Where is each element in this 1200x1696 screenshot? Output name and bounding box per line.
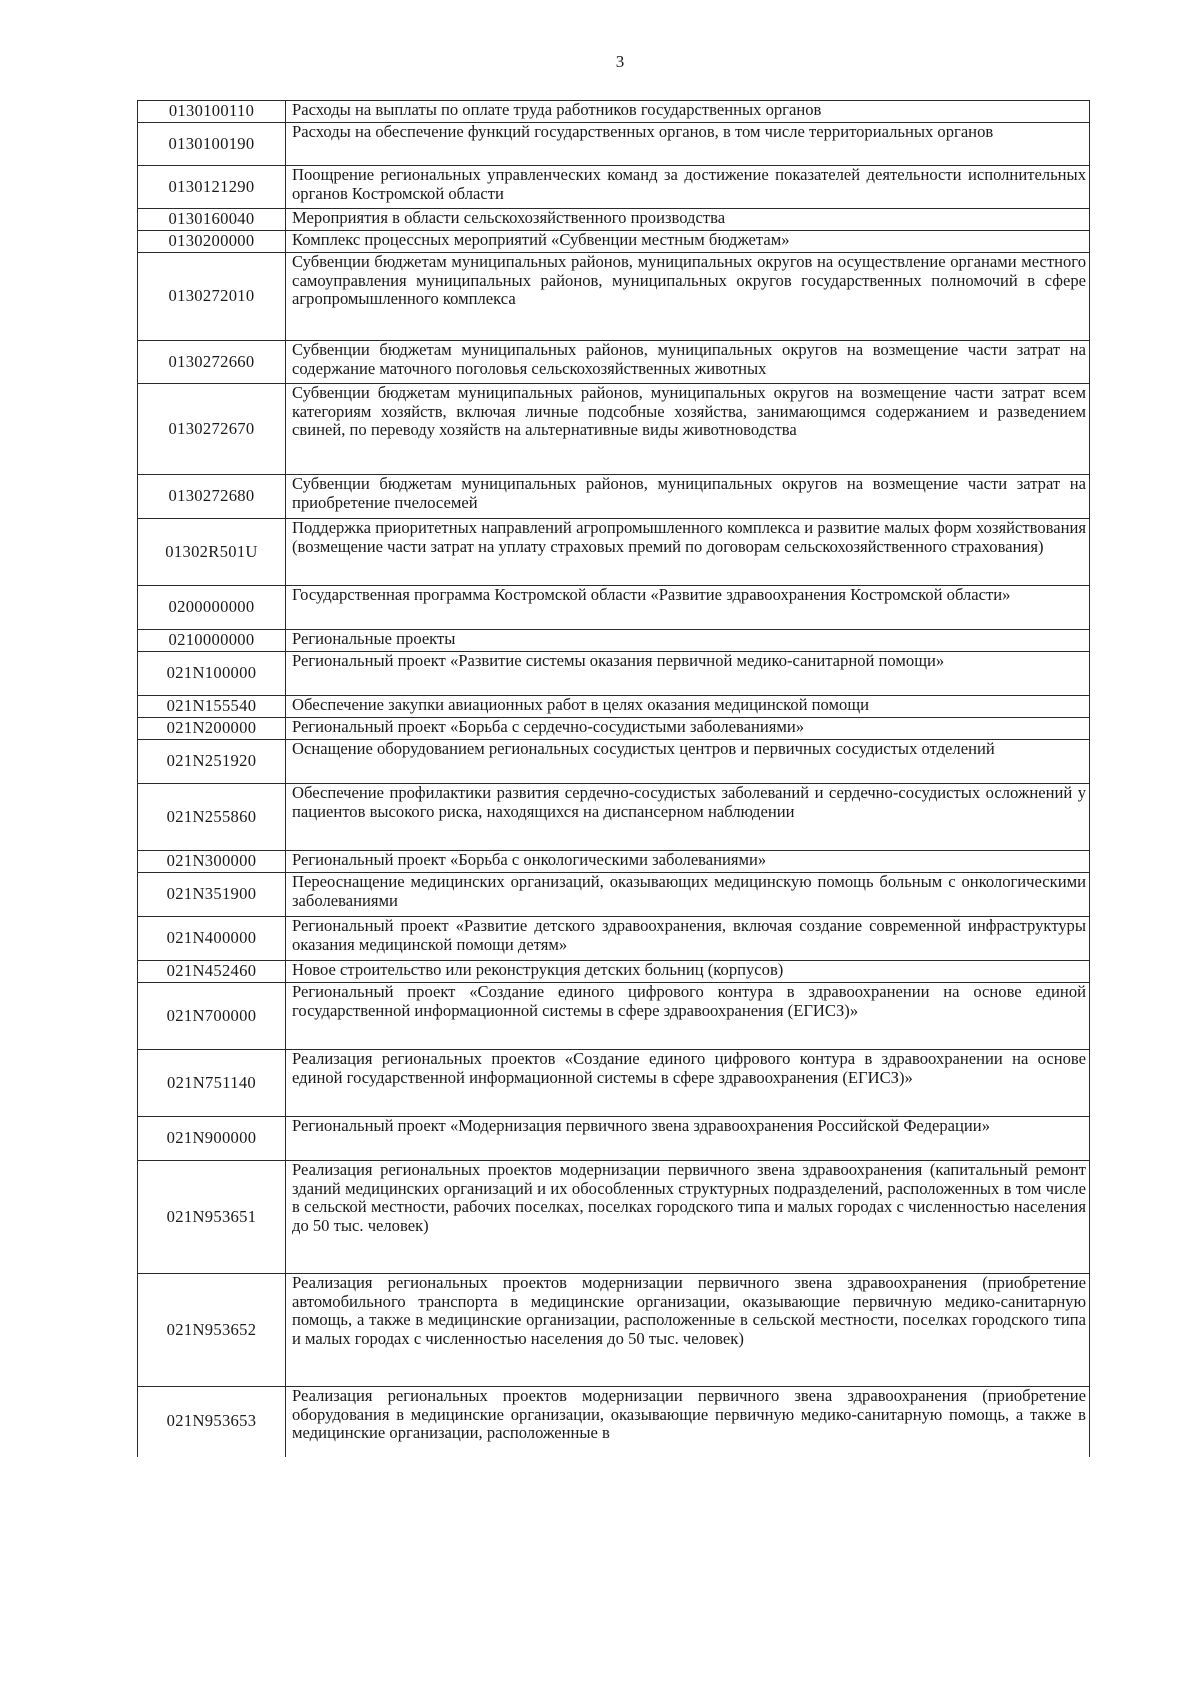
- row-code: 0130272670: [138, 384, 286, 475]
- row-code: 0130272010: [138, 253, 286, 341]
- row-description: Комплекс процессных мероприятий «Субвенции местным бюджетам»: [286, 231, 1090, 253]
- table-row: [138, 652, 1090, 696]
- row-description: Региональный проект «Борьба с онкологическими заболеваниями»: [286, 851, 1090, 873]
- row-description: Реализация региональных проектов «Создание единого цифрового контура в здравоохранении на основе единой государственной информационной системы в сфере здравоохранения (ЕГИСЗ)»: [286, 1050, 1090, 1117]
- table-row: [138, 519, 1090, 586]
- row-code: 021N452460: [138, 961, 286, 983]
- row-code: 0130100190: [138, 123, 286, 166]
- row-description: Расходы на обеспечение функций государственных органов, в том числе территориальных органов: [286, 123, 1090, 166]
- table-row: [138, 873, 1090, 917]
- row-code: 0210000000: [138, 630, 286, 652]
- table-row: [138, 341, 1090, 384]
- row-code: 0200000000: [138, 586, 286, 630]
- table-row: [138, 961, 1090, 983]
- row-code: 021N400000: [138, 917, 286, 961]
- row-description: Новое строительство или реконструкция детских больниц (корпусов): [286, 961, 1090, 983]
- row-code: 0130200000: [138, 231, 286, 253]
- table-row: [138, 917, 1090, 961]
- row-description: Реализация региональных проектов модернизации первичного звена здравоохранения (приобретение автомобильного транспорта в медицинские организации, оказывающие первичную медико-санитарную помощь, а также в медицинские организации, расположенные в сельской местности, поселках городского типа и малых городах с численностью населения до 50 тыс. человек): [286, 1274, 1090, 1387]
- table-row: [138, 123, 1090, 166]
- row-code: 01302R501U: [138, 519, 286, 586]
- row-description: Поддержка приоритетных направлений агропромышленного комплекса и развитие малых форм хозяйствования (возмещение части затрат на уплату страховых премий по договорам сельскохозяйственного страхования): [286, 519, 1090, 586]
- row-description: Обеспечение закупки авиационных работ в целях оказания медицинской помощи: [286, 696, 1090, 718]
- row-description: Реализация региональных проектов модернизации первичного звена здравоохранения (капитальный ремонт зданий медицинских организаций и их обособленных структурных подразделений, расположенных в том числе в сельской местности, рабочих поселках, поселках городского типа и малых городах с численностью населения до 50 тыс. человек): [286, 1161, 1090, 1274]
- page-number: 3: [615, 52, 625, 71]
- row-code: 021N251920: [138, 740, 286, 784]
- row-description: Мероприятия в области сельскохозяйственного производства: [286, 209, 1090, 231]
- row-code: 021N300000: [138, 851, 286, 873]
- row-description: Субвенции бюджетам муниципальных районов, муниципальных округов на возмещение части затрат на приобретение пчелосемей: [286, 475, 1090, 519]
- table-row: [138, 630, 1090, 652]
- row-description: Государственная программа Костромской области «Развитие здравоохранения Костромской области»: [286, 586, 1090, 630]
- row-description: Переоснащение медицинских организаций, оказывающих медицинскую помощь больным с онкологическими заболеваниями: [286, 873, 1090, 917]
- table-row: [138, 253, 1090, 341]
- table-row: [138, 586, 1090, 630]
- row-description: Региональный проект «Создание единого цифрового контура в здравоохранении на основе единой государственной информационной системы в сфере здравоохранения (ЕГИСЗ)»: [286, 983, 1090, 1050]
- table-row: [138, 1387, 1090, 1457]
- row-description: Поощрение региональных управленческих команд за достижение показателей деятельности исполнительных органов Костромской области: [286, 166, 1090, 209]
- table-row: [138, 101, 1090, 123]
- table-row: [138, 718, 1090, 740]
- row-code: 0130160040: [138, 209, 286, 231]
- row-description: Региональный проект «Модернизация первичного звена здравоохранения Российской Федерации»: [286, 1117, 1090, 1161]
- classification-table: [137, 100, 1090, 1457]
- row-code: 021N155540: [138, 696, 286, 718]
- row-description: Региональный проект «Развитие системы оказания первичной медико-санитарной помощи»: [286, 652, 1090, 696]
- table-row: [138, 231, 1090, 253]
- table-row: [138, 209, 1090, 231]
- row-code: 021N751140: [138, 1050, 286, 1117]
- row-description: Региональные проекты: [286, 630, 1090, 652]
- row-description: Субвенции бюджетам муниципальных районов, муниципальных округов на возмещение части затрат на содержание маточного поголовья сельскохозяйственных животных: [286, 341, 1090, 384]
- table-row: [138, 851, 1090, 873]
- table-row: [138, 784, 1090, 851]
- table-row: [138, 1050, 1090, 1117]
- table-row: [138, 983, 1090, 1050]
- table-row: [138, 166, 1090, 209]
- row-code: 0130272680: [138, 475, 286, 519]
- row-description: Региональный проект «Развитие детского здравоохранения, включая создание современной инфраструктуры оказания медицинской помощи детям»: [286, 917, 1090, 961]
- row-code: 0130121290: [138, 166, 286, 209]
- table-row: [138, 1274, 1090, 1387]
- row-description: Оснащение оборудованием региональных сосудистых центров и первичных сосудистых отделений: [286, 740, 1090, 784]
- row-code: 021N351900: [138, 873, 286, 917]
- table-row: [138, 475, 1090, 519]
- row-code: 021N200000: [138, 718, 286, 740]
- table-row: [138, 1161, 1090, 1274]
- row-code: 021N255860: [138, 784, 286, 851]
- row-code: 0130272660: [138, 341, 286, 384]
- row-description: Субвенции бюджетам муниципальных районов, муниципальных округов на возмещение части затрат всем категориям хозяйств, включая личные подсобные хозяйства, занимающимся содержанием и разведением свиней, по переводу хозяйств на альтернативные виды животноводства: [286, 384, 1090, 475]
- row-description: Субвенции бюджетам муниципальных районов, муниципальных округов на осуществление органами местного самоуправления муниципальных районов, муниципальных округов государственных полномочий в сфере агропромышленного комплекса: [286, 253, 1090, 341]
- table-row: [138, 384, 1090, 475]
- row-code: 021N700000: [138, 983, 286, 1050]
- row-description: Обеспечение профилактики развития сердечно-сосудистых заболеваний и сердечно-сосудистых осложнений у пациентов высокого риска, находящихся на диспансерном наблюдении: [286, 784, 1090, 851]
- row-code: 021N953653: [138, 1387, 286, 1457]
- row-code: 021N953651: [138, 1161, 286, 1274]
- table-row: [138, 740, 1090, 784]
- row-code: 021N900000: [138, 1117, 286, 1161]
- table-row: [138, 696, 1090, 718]
- row-description: Расходы на выплаты по оплате труда работников государственных органов: [286, 101, 1090, 123]
- row-description: Реализация региональных проектов модернизации первичного звена здравоохранения (приобретение оборудования в медицинские организации, оказывающие первичную медико-санитарную помощь, а также в медицинские организации, расположенные в: [286, 1387, 1090, 1457]
- row-code: 0130100110: [138, 101, 286, 123]
- table-row: [138, 1117, 1090, 1161]
- row-description: Региональный проект «Борьба с сердечно-сосудистыми заболеваниями»: [286, 718, 1090, 740]
- row-code: 021N953652: [138, 1274, 286, 1387]
- row-code: 021N100000: [138, 652, 286, 696]
